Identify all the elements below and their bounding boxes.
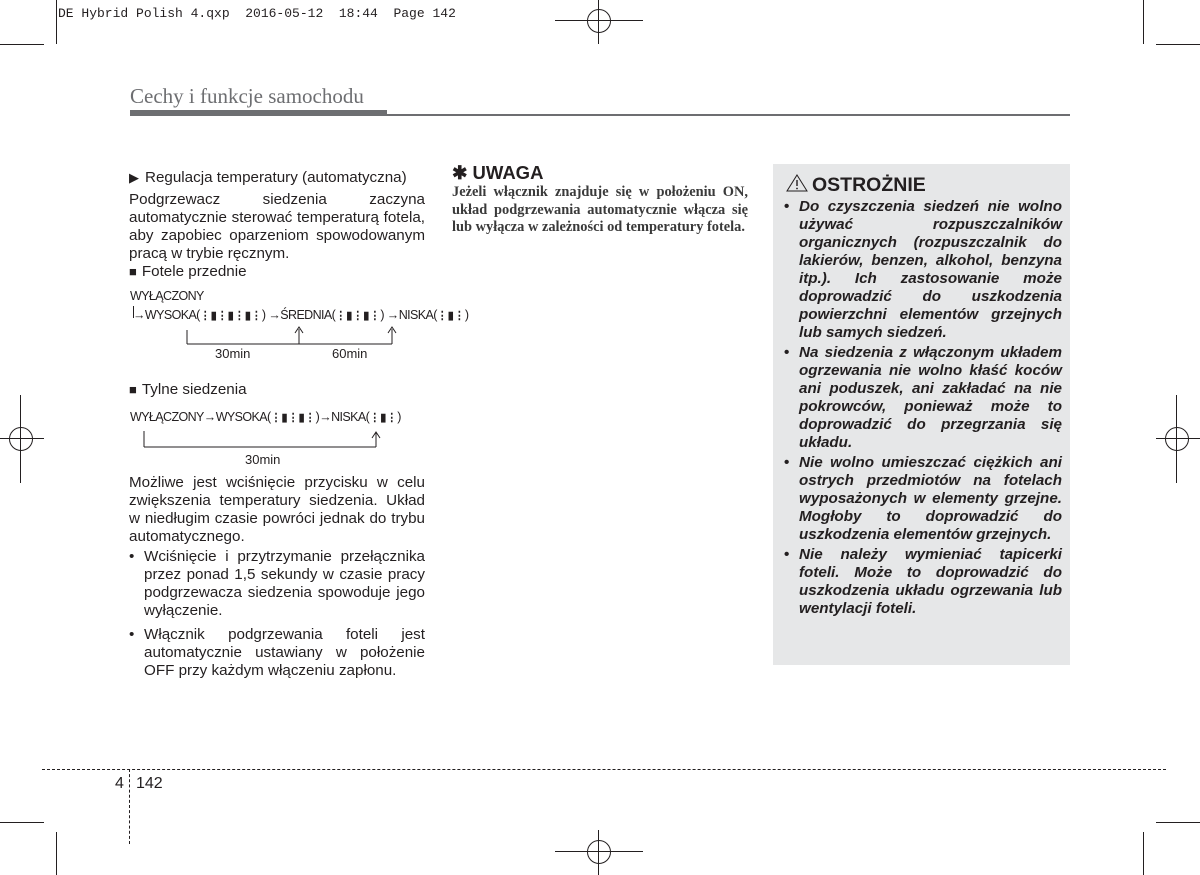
front-sequence: →WYSOKA(⋮▮⋮▮⋮▮⋮) →ŚREDNIA(⋮▮⋮▮⋮) →NISKA(⋮▮⋮) — [133, 308, 469, 322]
header-rule-thin — [387, 114, 1070, 116]
list-item: • Nie należy wymieniać tapicerki foteli. Może to doprowadzić do uszkodzenia układu ogrzewania lub wentylacji foteli. — [782, 546, 1062, 618]
front-time-30: 30min — [215, 346, 251, 361]
rear-time-30: 30min — [245, 452, 281, 467]
square-bullet-icon: ■ — [129, 382, 137, 397]
header-rule-thick — [130, 110, 387, 116]
intro-paragraph: Podgrzewacz siedzenia zaczyna automatycznie sterować temperaturą fotela, aby zapobiec oparzeniom spowodowanym pracą w trybie ręcznym. — [129, 191, 425, 262]
crop-mark — [0, 822, 44, 823]
seat-heat-icon-2: ⋮▮⋮▮⋮ — [270, 412, 316, 424]
front-seats-label: ■ Fotele przednie — [129, 263, 247, 280]
crop-mark — [56, 0, 57, 44]
asterisk-icon: ✱ — [452, 162, 468, 183]
section-title: Cechy i funkcje samochodu — [130, 84, 364, 108]
crop-mark — [1156, 44, 1200, 45]
note-body: Jeżeli włącznik znajduje się w położeniu ON, układ podgrzewania automatycznie włącza się lub wyłącza w zależności od temperatury fotela. — [452, 184, 748, 236]
seat-heat-icon-1: ⋮▮⋮ — [436, 310, 465, 322]
rear-sequence: WYŁĄCZONY→WYSOKA(⋮▮⋮▮⋮)→NISKA(⋮▮⋮) — [130, 410, 401, 424]
print-slug: DE Hybrid Polish 4.qxp 2016-05-12 18:44 Page 142 — [58, 6, 456, 21]
crop-mark — [56, 832, 57, 875]
override-paragraph: Możliwe jest wciśnięcie przycisku w celu zwiększenia temperatury siedzenia. Układ w niedługim czasie powróci jednak do trybu automatycznego. — [129, 474, 425, 545]
rear-timeline — [130, 428, 390, 450]
list-item: • Włącznik podgrzewania foteli jest automatycznie ustawiany w położenie OFF przy każdym włączeniu zapłonu. — [129, 626, 425, 680]
chapter-number: 4 — [115, 775, 124, 792]
page-number: 142 — [136, 775, 163, 792]
rear-seats-label: ■ Tylne siedzenia — [129, 381, 247, 398]
crop-mark — [0, 44, 44, 45]
crop-mark — [1143, 0, 1144, 44]
warning-triangle-icon — [786, 174, 808, 192]
triangle-right-icon: ▶ — [129, 170, 139, 185]
crop-mark — [1143, 832, 1144, 875]
list-item: • Do czyszczenia siedzeń nie wolno używać rozpuszczalników organicznych (rozpuszczalnik do lakierów, benzen, alkohol, benzyna itp.). Ich zastosowanie może doprowadzić do uszkodzenia powierzchni elementów grzejnych lub samych siedzeń. — [782, 198, 1062, 342]
seat-heat-icon-2: ⋮▮⋮▮⋮ — [335, 310, 381, 322]
front-off-label: WYŁĄCZONY — [130, 289, 204, 303]
caution-list — [782, 198, 1062, 618]
seat-heat-icon-3: ⋮▮⋮▮⋮▮⋮ — [199, 310, 262, 322]
list-item: • Wciśnięcie i przytrzymanie przełącznika przez ponad 1,5 sekundy w czasie pracy podgrzewacza siedzenia spowoduje jego wyłączenie. — [129, 548, 425, 620]
rear-seats-diagram — [130, 410, 450, 470]
list-item: • Nie wolno umieszczać ciężkich ani ostrych przedmiotów na fotelach wyposażonych w elementy grzejne. Mogłoby to doprowadzić do uszkodzenia elementów grzejnych. — [782, 454, 1062, 544]
subheading: ▶ Regulacja temperatury (automatyczna) — [129, 169, 407, 186]
front-timeline — [130, 325, 410, 347]
square-bullet-icon: ■ — [129, 264, 137, 279]
footer-rule — [42, 769, 1166, 770]
front-time-60: 60min — [332, 346, 368, 361]
seat-heat-icon-1: ⋮▮⋮ — [369, 412, 398, 424]
list-item: • Na siedzenia z włączonym układem ogrzewania nie wolno kłaść koców ani poduszek, ani zakładać na nie pokrowców, ponieważ może to doprowadzić do przegrzania się układu. — [782, 344, 1062, 452]
column-main — [129, 169, 425, 281]
crop-mark — [1156, 822, 1200, 823]
note-title: ✱ UWAGA — [452, 162, 544, 183]
footer-divider — [129, 769, 130, 844]
caution-title: OSTROŻNIE — [786, 174, 926, 197]
front-seats-diagram — [130, 289, 469, 364]
column-main-lower — [129, 474, 425, 680]
